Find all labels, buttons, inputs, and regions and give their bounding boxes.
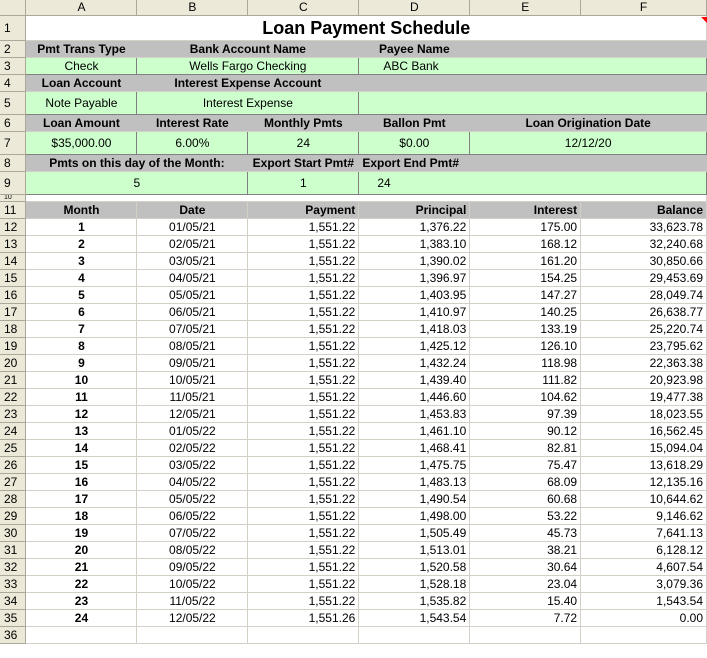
table-row [0,338,707,355]
row-header[interactable]: 13 [0,236,26,253]
cell-interest[interactable]: 97.39 [470,406,581,423]
cell-balance[interactable]: 16,562.45 [581,423,707,440]
loan-origination-date-cell[interactable]: 12/12/20 [470,132,707,155]
schedule-header-balance[interactable]: Balance [581,202,707,219]
cell-month[interactable]: 15 [26,457,137,474]
cell-date[interactable]: 11/05/21 [137,389,248,406]
cell-balance[interactable]: 7,641.13 [581,525,707,542]
cell-month[interactable]: 3 [26,253,137,270]
cell-balance[interactable]: 1,543.54 [581,593,707,610]
cell-principal[interactable]: 1,390.02 [359,253,470,270]
column-header-e[interactable]: E [470,0,581,16]
column-header-c[interactable]: C [248,0,359,16]
monthly-pmts-cell[interactable]: 24 [248,132,359,155]
cell-balance[interactable]: 9,146.62 [581,508,707,525]
cell-balance[interactable]: 12,135.16 [581,474,707,491]
sheet-title[interactable]: Loan Payment Schedule [26,16,707,41]
row-header[interactable]: 5 [0,92,26,115]
cell-month[interactable]: 9 [26,355,137,372]
cell-date[interactable]: 05/05/21 [137,287,248,304]
cell-month[interactable]: 10 [26,372,137,389]
cell-payment[interactable]: 1,551.22 [248,355,359,372]
cell-balance[interactable]: 10,644.62 [581,491,707,508]
cell-payment[interactable]: 1,551.22 [248,304,359,321]
payee-name-cell[interactable]: ABC Bank [359,58,707,75]
cell-interest[interactable]: 111.82 [470,372,581,389]
cell-payment[interactable]: 1,551.22 [248,423,359,440]
cell-month[interactable]: 2 [26,236,137,253]
cell-interest[interactable]: 68.09 [470,474,581,491]
table-row [0,542,707,559]
cell-balance[interactable]: 19,477.38 [581,389,707,406]
cell-balance[interactable]: 28,049.74 [581,287,707,304]
cell-balance[interactable]: 23,795.62 [581,338,707,355]
table-row [0,457,707,474]
empty-cell[interactable] [581,627,707,644]
table-row [0,440,707,457]
export-start-cell[interactable]: 1 [248,172,359,195]
column-header-row [0,0,707,16]
empty-cell[interactable] [470,627,581,644]
cell-date[interactable]: 12/05/21 [137,406,248,423]
table-row [0,372,707,389]
balloon-pmt-cell[interactable]: $0.00 [359,132,470,155]
cell-balance[interactable]: 0.00 [581,610,707,627]
row-7 [0,132,707,155]
row-5 [0,92,707,115]
cell-month[interactable]: 5 [26,287,137,304]
table-row [0,508,707,525]
cell-balance[interactable]: 30,850.66 [581,253,707,270]
row-header[interactable]: 27 [0,474,26,491]
cell-interest[interactable]: 30.64 [470,559,581,576]
cell-payment[interactable]: 1,551.22 [248,321,359,338]
cell-payment[interactable]: 1,551.22 [248,593,359,610]
row-10 [0,195,707,202]
cell-date[interactable]: 11/05/22 [137,593,248,610]
row-11 [0,202,707,219]
cell-date[interactable]: 07/05/21 [137,321,248,338]
row-header[interactable]: 30 [0,525,26,542]
spacer-row[interactable] [26,195,707,202]
cell-balance[interactable]: 29,453.69 [581,270,707,287]
cell-principal[interactable]: 1,383.10 [359,236,470,253]
cell-date[interactable]: 01/05/22 [137,423,248,440]
cell-interest[interactable]: 154.25 [470,270,581,287]
row-header[interactable]: 23 [0,406,26,423]
cell-interest[interactable]: 60.68 [470,491,581,508]
cell-date[interactable]: 06/05/21 [137,304,248,321]
cell-interest[interactable]: 90.12 [470,423,581,440]
schedule-header-interest[interactable]: Interest [470,202,581,219]
cell-payment[interactable]: 1,551.22 [248,474,359,491]
cell-payment[interactable]: 1,551.22 [248,457,359,474]
row-header[interactable]: 25 [0,440,26,457]
cell-principal[interactable]: 1,403.95 [359,287,470,304]
table-row [0,474,707,491]
cell-balance[interactable]: 15,094.04 [581,440,707,457]
cell-balance[interactable]: 25,220.74 [581,321,707,338]
cell-interest[interactable]: 75.47 [470,457,581,474]
column-header-b[interactable]: B [137,0,248,16]
cell-month[interactable]: 21 [26,559,137,576]
cell-month[interactable]: 24 [26,610,137,627]
cell-principal[interactable]: 1,425.12 [359,338,470,355]
cell-date[interactable]: 12/05/22 [137,610,248,627]
cell-principal[interactable]: 1,446.60 [359,389,470,406]
row-header[interactable]: 17 [0,304,26,321]
row-header[interactable]: 34 [0,593,26,610]
cell-principal[interactable]: 1,543.54 [359,610,470,627]
cell-month[interactable]: 17 [26,491,137,508]
cell-month[interactable]: 19 [26,525,137,542]
cell-interest[interactable]: 104.62 [470,389,581,406]
schedule-header-month[interactable]: Month [26,202,137,219]
cell-interest[interactable]: 140.25 [470,304,581,321]
cell-interest[interactable]: 23.04 [470,576,581,593]
cell-principal[interactable]: 1,418.03 [359,321,470,338]
cell-interest[interactable]: 168.12 [470,236,581,253]
cell-date[interactable]: 01/05/21 [137,219,248,236]
schedule-header-date[interactable]: Date [137,202,248,219]
cell-principal[interactable]: 1,475.75 [359,457,470,474]
label-loan-origination-date[interactable]: Loan Origination Date [470,115,707,132]
row-header[interactable]: 29 [0,508,26,525]
cell-month[interactable]: 23 [26,593,137,610]
cell-principal[interactable]: 1,490.54 [359,491,470,508]
cell-month[interactable]: 13 [26,423,137,440]
cell-payment[interactable]: 1,551.22 [248,491,359,508]
cell-principal[interactable]: 1,505.49 [359,525,470,542]
cell-month[interactable]: 12 [26,406,137,423]
cell-date[interactable]: 05/05/22 [137,491,248,508]
row-6 [0,115,707,132]
row-header[interactable]: 36 [0,627,26,644]
table-row [0,270,707,287]
cell-interest[interactable]: 15.40 [470,593,581,610]
row-1 [0,16,707,41]
cell-balance[interactable]: 18,023.55 [581,406,707,423]
cell-date[interactable]: 08/05/22 [137,542,248,559]
table-row [0,593,707,610]
bank-account-name-cell[interactable]: Wells Fargo Checking [137,58,359,75]
label-empty[interactable] [470,155,707,172]
table-row [0,576,707,593]
cell-balance[interactable]: 32,240.68 [581,236,707,253]
cell-date[interactable]: 10/05/22 [137,576,248,593]
cell-interest[interactable]: 118.98 [470,355,581,372]
label-payee-name[interactable]: Payee Name [359,41,470,58]
row-header[interactable]: 6 [0,115,26,132]
cell-payment[interactable]: 1,551.22 [248,559,359,576]
table-row [0,253,707,270]
row-header[interactable]: 8 [0,155,26,172]
cell-principal[interactable]: 1,535.82 [359,593,470,610]
cell-month[interactable]: 16 [26,474,137,491]
row-8 [0,155,707,172]
cell-payment[interactable]: 1,551.22 [248,389,359,406]
cell-date[interactable]: 07/05/22 [137,525,248,542]
cell-interest[interactable]: 126.10 [470,338,581,355]
table-row [0,610,707,627]
cell-date[interactable]: 02/05/22 [137,440,248,457]
cell-date[interactable]: 09/05/22 [137,559,248,576]
comment-indicator-icon [701,17,707,23]
table-row [0,287,707,304]
cell-date[interactable]: 06/05/22 [137,508,248,525]
cell-interest[interactable]: 161.20 [470,253,581,270]
row-header[interactable]: 3 [0,58,26,75]
cell-month[interactable]: 8 [26,338,137,355]
cell-payment[interactable]: 1,551.22 [248,236,359,253]
pmt-trans-type-cell[interactable]: Check [26,58,137,75]
cell-month[interactable]: 11 [26,389,137,406]
label-interest-rate[interactable]: Interest Rate [137,115,248,132]
cell-month[interactable]: 14 [26,440,137,457]
row-header[interactable]: 35 [0,610,26,627]
pmts-on-day-cell[interactable]: 5 [26,172,248,195]
cell-balance[interactable]: 6,128.12 [581,542,707,559]
empty-cell[interactable] [26,627,137,644]
row-header[interactable]: 19 [0,338,26,355]
cell-interest[interactable]: 45.73 [470,525,581,542]
cell-principal[interactable]: 1,528.18 [359,576,470,593]
column-header-f[interactable]: F [581,0,707,16]
row-header[interactable]: 33 [0,576,26,593]
cell-balance[interactable]: 33,623.78 [581,219,707,236]
cell-balance[interactable]: 26,638.77 [581,304,707,321]
cell-principal[interactable]: 1,498.00 [359,508,470,525]
table-row [0,219,707,236]
interest-expense-account-cell[interactable]: Interest Expense [137,92,359,115]
label-export-end[interactable]: Export End Pmt# [359,155,470,172]
label-export-start[interactable]: Export Start Pmt# [248,155,359,172]
empty-cell[interactable] [137,627,248,644]
cell-interest[interactable]: 82.81 [470,440,581,457]
label-pmts-on-day[interactable]: Pmts on this day of the Month: [26,155,248,172]
row-header[interactable]: 24 [0,423,26,440]
row-header[interactable]: 22 [0,389,26,406]
table-row [0,355,707,372]
row-header[interactable]: 11 [0,202,26,219]
row-header[interactable]: 12 [0,219,26,236]
cell-principal[interactable]: 1,461.10 [359,423,470,440]
cell-payment[interactable]: 1,551.22 [248,253,359,270]
row-4 [0,75,707,92]
table-row [0,525,707,542]
cell-payment[interactable]: 1,551.22 [248,406,359,423]
cell-date[interactable]: 02/05/21 [137,236,248,253]
cell-interest[interactable]: 147.27 [470,287,581,304]
empty-cell[interactable] [359,627,470,644]
row-header[interactable]: 2 [0,41,26,58]
label-empty[interactable] [470,41,707,58]
empty-cell[interactable] [359,92,707,115]
table-row [0,321,707,338]
cell-month[interactable]: 4 [26,270,137,287]
cell-principal[interactable]: 1,520.58 [359,559,470,576]
loan-amount-cell[interactable]: $35,000.00 [26,132,137,155]
row-header[interactable]: 18 [0,321,26,338]
cell-principal[interactable]: 1,439.40 [359,372,470,389]
cell-month[interactable]: 22 [26,576,137,593]
cell-payment[interactable]: 1,551.22 [248,372,359,389]
cell-month[interactable]: 6 [26,304,137,321]
row-header[interactable]: 26 [0,457,26,474]
table-row [0,423,707,440]
cell-date[interactable]: 08/05/21 [137,338,248,355]
loan-account-cell[interactable]: Note Payable [26,92,137,115]
cell-date[interactable]: 03/05/21 [137,253,248,270]
label-loan-account[interactable]: Loan Account [26,75,137,92]
row-header[interactable]: 31 [0,542,26,559]
cell-interest[interactable]: 175.00 [470,219,581,236]
cell-payment[interactable]: 1,551.22 [248,338,359,355]
cell-date[interactable]: 10/05/21 [137,372,248,389]
cell-payment[interactable]: 1,551.22 [248,508,359,525]
schedule-header-principal[interactable]: Principal [359,202,470,219]
label-pmt-trans-type[interactable]: Pmt Trans Type [26,41,137,58]
row-header[interactable]: 28 [0,491,26,508]
cell-balance[interactable]: 22,363.38 [581,355,707,372]
row-2 [0,41,707,58]
column-header-d[interactable]: D [359,0,470,16]
cell-principal[interactable]: 1,376.22 [359,219,470,236]
cell-payment[interactable]: 1,551.22 [248,542,359,559]
empty-cell[interactable] [248,627,359,644]
label-interest-expense-account[interactable]: Interest Expense Account [137,75,359,92]
cell-principal[interactable]: 1,468.41 [359,440,470,457]
cell-date[interactable]: 04/05/22 [137,474,248,491]
cell-month[interactable]: 7 [26,321,137,338]
label-balloon-pmt[interactable]: Ballon Pmt [359,115,470,132]
cell-interest[interactable]: 53.22 [470,508,581,525]
table-row [0,304,707,321]
row-header[interactable]: 15 [0,270,26,287]
row-header[interactable]: 21 [0,372,26,389]
cell-date[interactable]: 09/05/21 [137,355,248,372]
label-bank-account-name[interactable]: Bank Account Name [137,41,359,58]
export-end-cell[interactable]: 24 [359,172,707,195]
table-row [0,627,707,644]
row-header[interactable]: 4 [0,75,26,92]
cell-balance[interactable]: 3,079.36 [581,576,707,593]
cell-principal[interactable]: 1,396.97 [359,270,470,287]
label-empty[interactable] [359,75,707,92]
schedule-header-payment[interactable]: Payment [248,202,359,219]
cell-payment[interactable]: 1,551.22 [248,219,359,236]
table-row [0,491,707,508]
row-header[interactable]: 20 [0,355,26,372]
row-header[interactable]: 9 [0,172,26,195]
cell-date[interactable]: 04/05/21 [137,270,248,287]
column-header-a[interactable]: A [26,0,137,16]
cell-payment[interactable]: 1,551.22 [248,576,359,593]
row-header[interactable]: 7 [0,132,26,155]
row-header[interactable]: 1 [0,16,26,41]
cell-payment[interactable]: 1,551.22 [248,440,359,457]
cell-balance[interactable]: 20,923.98 [581,372,707,389]
row-9 [0,172,707,195]
table-row [0,389,707,406]
label-loan-amount[interactable]: Loan Amount [26,115,137,132]
cell-interest[interactable]: 7.72 [470,610,581,627]
cell-principal[interactable]: 1,453.83 [359,406,470,423]
cell-month[interactable]: 1 [26,219,137,236]
cell-principal[interactable]: 1,483.13 [359,474,470,491]
select-all-corner[interactable] [0,0,26,16]
row-header[interactable]: 14 [0,253,26,270]
cell-payment[interactable]: 1,551.22 [248,525,359,542]
cell-balance[interactable]: 4,607.54 [581,559,707,576]
interest-rate-cell[interactable]: 6.00% [137,132,248,155]
table-row [0,406,707,423]
label-monthly-pmts[interactable]: Monthly Pmts [248,115,359,132]
cell-month[interactable]: 20 [26,542,137,559]
cell-interest[interactable]: 38.21 [470,542,581,559]
cell-month[interactable]: 18 [26,508,137,525]
row-header[interactable]: 32 [0,559,26,576]
cell-payment[interactable]: 1,551.22 [248,270,359,287]
row-3 [0,58,707,75]
cell-principal[interactable]: 1,410.97 [359,304,470,321]
cell-payment[interactable]: 1,551.26 [248,610,359,627]
table-row [0,236,707,253]
cell-principal[interactable]: 1,432.24 [359,355,470,372]
cell-date[interactable]: 03/05/22 [137,457,248,474]
cell-interest[interactable]: 133.19 [470,321,581,338]
row-header[interactable]: 10 [0,195,26,202]
cell-payment[interactable]: 1,551.22 [248,287,359,304]
row-header[interactable]: 16 [0,287,26,304]
cell-balance[interactable]: 13,618.29 [581,457,707,474]
cell-principal[interactable]: 1,513.01 [359,542,470,559]
table-row [0,559,707,576]
